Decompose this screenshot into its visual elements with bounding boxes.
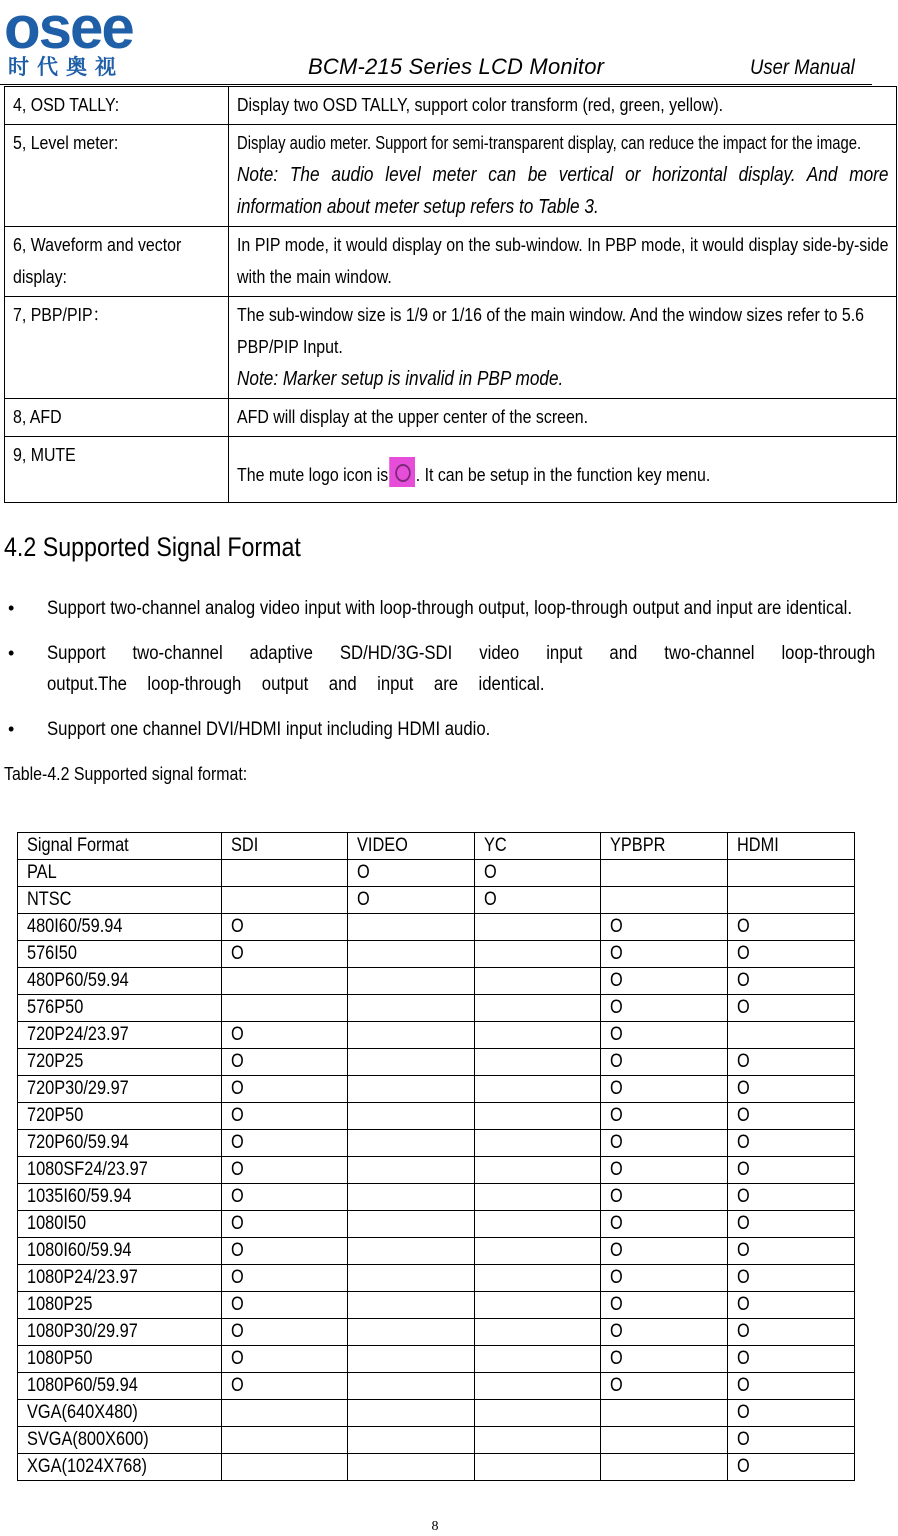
column-header: Signal Format bbox=[27, 835, 129, 856]
support-cell: O bbox=[610, 1240, 624, 1261]
row-text: AFD will display at the upper center of the screen. bbox=[237, 406, 589, 427]
table-row bbox=[18, 887, 855, 914]
format-name-cell: VGA(640X480) bbox=[27, 1402, 138, 1423]
support-cell: O bbox=[737, 1294, 750, 1315]
format-name-cell: 480I60/59.94 bbox=[27, 916, 123, 937]
format-name-cell: 1080SF24/23.97 bbox=[27, 1159, 148, 1180]
support-cell: O bbox=[737, 1051, 750, 1072]
osee-logo bbox=[4, 2, 176, 78]
support-cell: O bbox=[737, 1321, 750, 1342]
support-cell: O bbox=[737, 1402, 750, 1423]
page-number: 8 bbox=[431, 1519, 439, 1534]
support-cell: O bbox=[610, 916, 624, 937]
support-cell: O bbox=[231, 1051, 244, 1072]
support-cell: O bbox=[610, 1132, 624, 1153]
format-name-cell: 480P60/59.94 bbox=[27, 970, 129, 991]
table-row bbox=[18, 1076, 855, 1103]
list-item bbox=[0, 593, 880, 624]
format-name-cell: XGA(1024X768) bbox=[27, 1456, 147, 1477]
support-cell: O bbox=[610, 943, 624, 964]
support-cell: O bbox=[610, 1024, 624, 1045]
row-label: 5, Level meter: bbox=[13, 132, 119, 153]
table-row bbox=[18, 1103, 855, 1130]
bullet-icon: • bbox=[8, 719, 15, 739]
row-text: Display audio meter. Support for semi-transparent display, can reduce the impact for the image. bbox=[237, 132, 862, 153]
row-label: 7, PBP/PIP： bbox=[13, 304, 109, 325]
column-header: VIDEO bbox=[356, 835, 408, 856]
table-row bbox=[18, 1427, 855, 1454]
row-label: 8, AFD bbox=[13, 406, 62, 427]
bullet-icon: • bbox=[8, 598, 15, 618]
table-header-row bbox=[18, 833, 855, 860]
support-cell: O bbox=[231, 1294, 244, 1315]
row-text: The sub-window size is 1/9 or 1/16 of the main window. And the window sizes refer to 5.6 PBP/PIP Input. bbox=[237, 304, 865, 357]
support-cell: O bbox=[737, 1132, 750, 1153]
feature-description-table bbox=[4, 86, 897, 503]
support-cell: O bbox=[737, 1213, 750, 1234]
table-row bbox=[5, 399, 897, 437]
row-label: 4, OSD TALLY: bbox=[13, 94, 120, 115]
support-cell: O bbox=[231, 1159, 244, 1180]
row-text: . It can be setup in the function key menu. bbox=[415, 464, 711, 485]
support-cell: O bbox=[610, 1105, 624, 1126]
support-cell: O bbox=[610, 1375, 624, 1396]
row-note: Note: Marker setup is invalid in PBP mode. bbox=[237, 368, 564, 390]
table-row bbox=[18, 968, 855, 995]
format-name-cell: 1080P50 bbox=[27, 1348, 93, 1369]
column-header: SDI bbox=[231, 835, 259, 856]
format-name-cell: 1080P25 bbox=[27, 1294, 93, 1315]
support-cell: O bbox=[483, 889, 497, 910]
support-cell: O bbox=[737, 1240, 750, 1261]
bullet-text: Support one channel DVI/HDMI input including HDMI audio. bbox=[47, 719, 491, 740]
table-row bbox=[18, 1400, 855, 1427]
support-cell: O bbox=[231, 1267, 244, 1288]
table-row bbox=[18, 1130, 855, 1157]
support-cell: O bbox=[231, 1348, 244, 1369]
table-row bbox=[18, 1211, 855, 1238]
table-row bbox=[18, 1184, 855, 1211]
column-header: HDMI bbox=[737, 835, 779, 856]
support-cell: O bbox=[231, 1375, 244, 1396]
table-row bbox=[18, 941, 855, 968]
support-cell: O bbox=[231, 916, 244, 937]
support-cell: O bbox=[231, 1240, 244, 1261]
bullet-icon: • bbox=[8, 643, 15, 663]
row-label: 9, MUTE bbox=[13, 444, 76, 465]
support-cell: O bbox=[610, 1267, 624, 1288]
support-cell: O bbox=[737, 1186, 750, 1207]
format-name-cell: 576P50 bbox=[27, 997, 84, 1018]
support-cell: O bbox=[737, 1375, 750, 1396]
document-title: BCM-215 Series LCD Monitor bbox=[308, 54, 605, 79]
row-label: 6, Waveform and vector display: bbox=[13, 234, 182, 287]
signal-format-table bbox=[17, 832, 855, 1481]
table-row bbox=[18, 860, 855, 887]
support-cell: O bbox=[231, 1321, 244, 1342]
list-item bbox=[0, 638, 880, 700]
support-cell: O bbox=[610, 997, 624, 1018]
list-item bbox=[0, 714, 880, 745]
support-cell: O bbox=[610, 1321, 624, 1342]
format-name-cell: 1080I60/59.94 bbox=[27, 1240, 132, 1261]
support-cell: O bbox=[231, 1213, 244, 1234]
row-text: In PIP mode, it would display on the sub-window. In PBP mode, it would display side-by-side with the main window. bbox=[237, 234, 889, 287]
section-title: 4.2 Supported Signal Format bbox=[4, 532, 301, 562]
support-cell: O bbox=[610, 1051, 624, 1072]
support-cell: O bbox=[737, 1348, 750, 1369]
support-cell: O bbox=[737, 997, 750, 1018]
table-row bbox=[18, 995, 855, 1022]
table-row bbox=[18, 1157, 855, 1184]
format-name-cell: 1080P60/59.94 bbox=[27, 1375, 138, 1396]
logo-text: osee bbox=[4, 2, 133, 61]
support-cell: O bbox=[610, 1294, 624, 1315]
table-row bbox=[5, 227, 897, 297]
support-cell: O bbox=[231, 943, 244, 964]
support-cell: O bbox=[737, 1105, 750, 1126]
support-cell: O bbox=[737, 1429, 750, 1450]
support-cell: O bbox=[737, 1456, 750, 1477]
support-cell: O bbox=[610, 970, 624, 991]
row-note: Note: The audio level meter can be vertical or horizontal display. And more information about meter setup refers to Table 3. bbox=[237, 164, 889, 218]
table-row bbox=[18, 1346, 855, 1373]
format-name-cell: 720P30/29.97 bbox=[27, 1078, 129, 1099]
support-cell: O bbox=[231, 1186, 244, 1207]
table-row bbox=[5, 87, 897, 125]
table-row bbox=[5, 437, 897, 503]
support-cell: O bbox=[737, 943, 750, 964]
bullet-text: Support two-channel adaptive SD/HD/3G-SDI video input and two-channel loop-through output.The loop-through output and input are identical. bbox=[47, 643, 876, 695]
table-row bbox=[18, 1454, 855, 1481]
support-cell: O bbox=[610, 1159, 624, 1180]
table-row bbox=[18, 1319, 855, 1346]
support-cell: O bbox=[483, 862, 497, 883]
support-cell: O bbox=[356, 889, 370, 910]
row-text: Display two OSD TALLY, support color transform (red, green, yellow). bbox=[237, 94, 724, 115]
support-cell: O bbox=[737, 916, 750, 937]
mute-icon bbox=[389, 457, 415, 487]
support-cell: O bbox=[610, 1078, 624, 1099]
support-cell: O bbox=[231, 1132, 244, 1153]
table-caption: Table-4.2 Supported signal format: bbox=[4, 763, 248, 784]
format-name-cell: 1080P30/29.97 bbox=[27, 1321, 138, 1342]
table-row bbox=[5, 297, 897, 399]
support-cell: O bbox=[737, 1159, 750, 1180]
support-cell: O bbox=[231, 1078, 244, 1099]
format-name-cell: 1080I50 bbox=[27, 1213, 87, 1234]
format-name-cell: 720P25 bbox=[27, 1051, 84, 1072]
table-row bbox=[18, 1373, 855, 1400]
format-name-cell: 720P24/23.97 bbox=[27, 1024, 129, 1045]
format-name-cell: 1080P24/23.97 bbox=[27, 1267, 138, 1288]
table-row bbox=[18, 1238, 855, 1265]
format-name-cell: 576I50 bbox=[27, 943, 77, 964]
column-header: YPBPR bbox=[610, 835, 666, 856]
column-header: YC bbox=[483, 835, 507, 856]
document-type: User Manual bbox=[750, 56, 855, 79]
table-row bbox=[18, 1049, 855, 1076]
row-text: The mute logo icon is bbox=[237, 464, 389, 485]
header-divider bbox=[0, 84, 872, 85]
format-name-cell: PAL bbox=[27, 862, 57, 883]
table-row bbox=[18, 1292, 855, 1319]
support-cell: O bbox=[356, 862, 370, 883]
support-cell: O bbox=[231, 1024, 244, 1045]
bullet-text: Support two-channel analog video input with loop-through output, loop-through output and input are identical. bbox=[47, 598, 852, 619]
support-cell: O bbox=[737, 1267, 750, 1288]
format-name-cell: 720P60/59.94 bbox=[27, 1132, 129, 1153]
page-header bbox=[0, 0, 898, 86]
support-cell: O bbox=[737, 970, 750, 991]
format-name-cell: NTSC bbox=[27, 889, 72, 910]
support-cell: O bbox=[610, 1348, 624, 1369]
format-name-cell: SVGA(800X600) bbox=[27, 1429, 149, 1450]
bullet-list bbox=[0, 593, 880, 759]
support-cell: O bbox=[231, 1105, 244, 1126]
support-cell: O bbox=[610, 1186, 624, 1207]
support-cell: O bbox=[737, 1078, 750, 1099]
table-row bbox=[18, 914, 855, 941]
format-name-cell: 720P50 bbox=[27, 1105, 84, 1126]
support-cell: O bbox=[610, 1213, 624, 1234]
logo-subtext: 时代奥视 bbox=[8, 55, 124, 78]
table-row bbox=[18, 1265, 855, 1292]
format-name-cell: 1035I60/59.94 bbox=[27, 1186, 132, 1207]
table-row bbox=[18, 1022, 855, 1049]
table-row bbox=[5, 125, 897, 227]
